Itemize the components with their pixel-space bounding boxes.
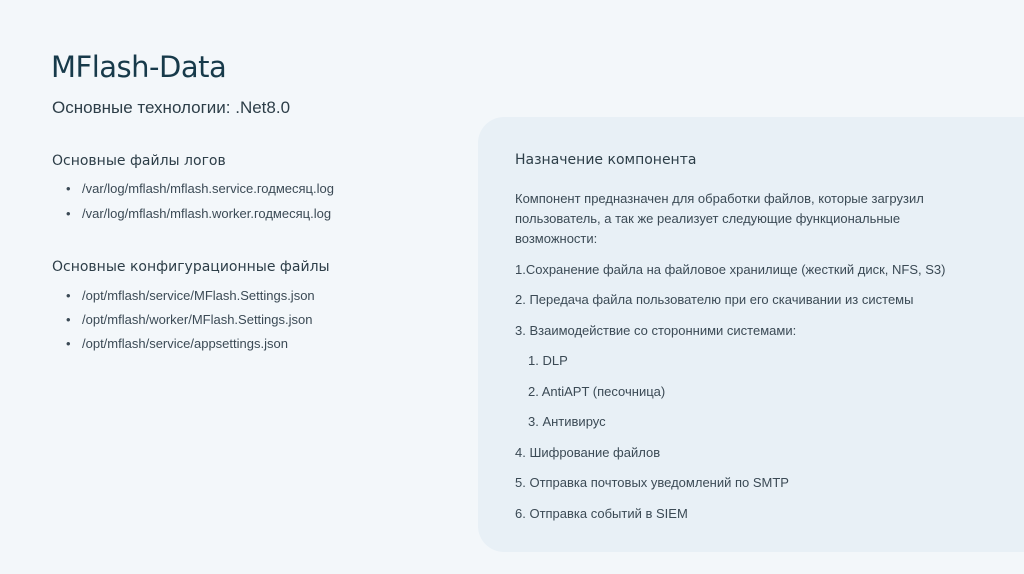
feature-item: 2. Передача файла пользователю при его скачивании из системы: [515, 292, 914, 307]
integration-item: 3. Антивирус: [528, 414, 606, 429]
config-item: • /opt/mflash/service/appsettings.json: [66, 336, 288, 351]
config-item: • /opt/mflash/service/MFlash.Settings.json: [66, 288, 315, 303]
feature-item: 3. Взаимодействие со сторонними системами:: [515, 323, 797, 338]
integration-item: 2. AntiAPT (песочница): [528, 384, 666, 399]
purpose-description: Компонент предназначен для обработки файлов, которые загрузил пользователь, а так же реализует следующие функциональные возможности:: [515, 191, 924, 246]
bullet-icon: •: [66, 288, 71, 303]
feature-item: 5. Отправка почтовых уведомлений по SMTP: [515, 475, 789, 490]
config-item: • /opt/mflash/worker/MFlash.Settings.json: [66, 312, 313, 327]
feature-item: 1.Сохранение файла на файловое хранилище (жесткий диск, NFS, S3): [515, 262, 946, 277]
bullet-icon: •: [66, 206, 71, 221]
bullet-icon: •: [66, 312, 71, 327]
bullet-icon: •: [66, 181, 71, 196]
log-item: • /var/log/mflash/mflash.worker.годмесяц.log: [66, 206, 332, 221]
integration-item: 1. DLP: [528, 353, 568, 368]
configs-heading: Основные конфигурационные файлы: [52, 259, 330, 275]
bullet-icon: •: [66, 336, 71, 351]
technologies-subtitle: Основные технологии: .Net8.0: [52, 98, 291, 117]
logs-heading: Основные файлы логов: [52, 153, 226, 169]
feature-item: 6. Отправка событий в SIEM: [515, 506, 688, 521]
feature-item: 4. Шифрование файлов: [515, 445, 661, 460]
purpose-heading: Назначение компонента: [515, 152, 697, 168]
slide-title: MFlash-Data: [51, 50, 227, 84]
log-item: • /var/log/mflash/mflash.service.годмесяц.log: [66, 181, 334, 196]
